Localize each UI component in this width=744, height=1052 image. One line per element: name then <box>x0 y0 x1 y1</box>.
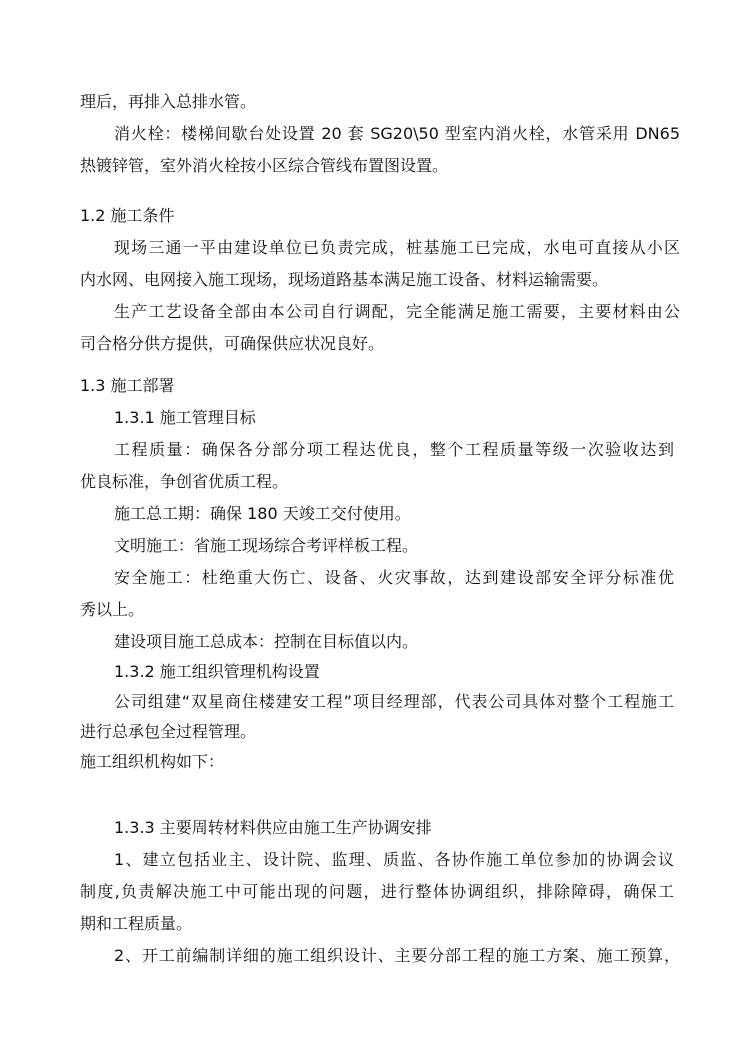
paragraph-line: 施工组织机构如下： <box>80 752 225 771</box>
subsection-heading: 1.3.1 施工管理目标 <box>114 408 256 427</box>
paragraph-line: 热镀锌管，室外消火栓按小区综合管线布置图设置。 <box>80 156 449 175</box>
paragraph-line: 消火栓：楼梯间歇台处设置 20 套 SG20\50 型室内消火栓，水管采用 DN65 <box>114 124 680 143</box>
paragraph-line: 进行总承包全过程管理。 <box>80 722 257 741</box>
paragraph-line: 司合格分供方提供，可确保供应状况良好。 <box>80 334 385 353</box>
paragraph-line: 优良标准，争创省优质工程。 <box>80 472 289 491</box>
paragraph-line: 文明施工：省施工现场综合考评样板工程。 <box>114 536 419 555</box>
paragraph-line: 公司组建“双星商住楼建安工程”项目经理部，代表公司具体对整个工程施工 <box>114 692 674 711</box>
paragraph-line: 秀以上。 <box>80 600 145 619</box>
subsection-heading: 1.3.2 施工组织管理机构设置 <box>114 662 320 681</box>
paragraph-line: 现场三通一平由建设单位已负责完成，桩基施工已完成，水电可直接从小区 <box>114 238 680 257</box>
paragraph-line: 理后，再排入总排水管。 <box>80 92 257 111</box>
section-heading: 1.3 施工部署 <box>80 376 175 395</box>
paragraph-line: 1、建立包括业主、设计院、监理、质监、各协作施工单位参加的协调会议 <box>114 850 674 869</box>
paragraph-line: 2、开工前编制详细的施工组织设计、主要分部工程的施工方案、施工预算， <box>114 946 680 965</box>
paragraph-line: 期和工程质量。 <box>80 914 193 933</box>
paragraph-line: 安全施工：杜绝重大伤亡、设备、火灾事故，达到建设部安全评分标准优 <box>114 568 674 587</box>
paragraph-line: 建设项目施工总成本：控制在目标值以内。 <box>114 632 419 651</box>
section-heading: 1.2 施工条件 <box>80 206 175 225</box>
paragraph-line: 制度,负责解决施工中可能出现的问题，进行整体协调组织，排除障碍，确保工 <box>80 882 674 901</box>
subsection-heading: 1.3.3 主要周转材料供应由施工生产协调安排 <box>114 818 432 837</box>
paragraph-line: 生产工艺设备全部由本公司自行调配，完全能满足施工需要，主要材料由公 <box>114 302 680 321</box>
paragraph-line: 内水网、电网接入施工现场，现场道路基本满足施工设备、材料运输需要。 <box>80 270 609 289</box>
paragraph-line: 工程质量：确保各分部分项工程达优良，整个工程质量等级一次验收达到 <box>114 440 674 459</box>
paragraph-line: 施工总工期：确保 180 天竣工交付使用。 <box>114 504 411 523</box>
